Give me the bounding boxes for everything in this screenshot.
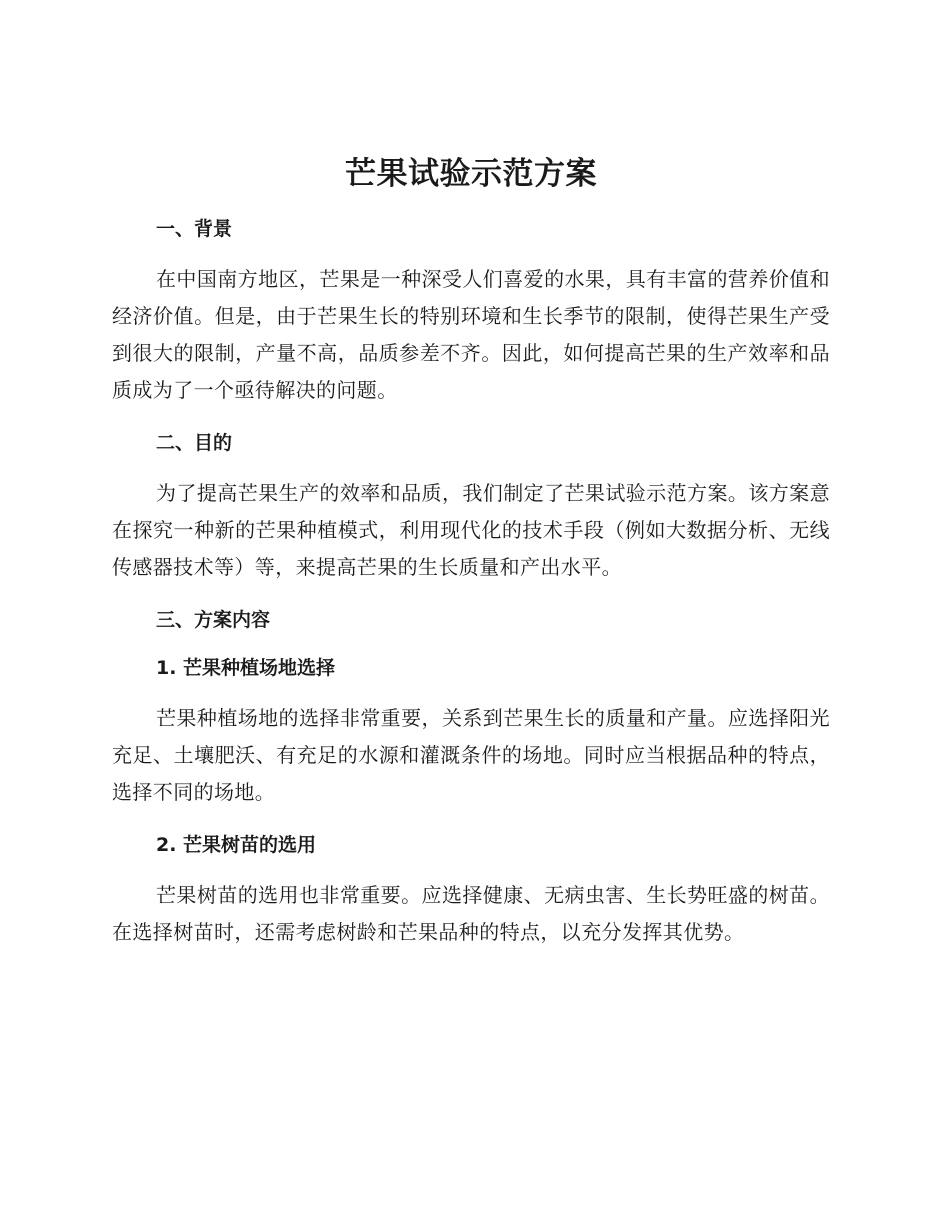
subsection-paragraph-seedling-selection: 芒果树苗的选用也非常重要。应选择健康、无病虫害、生长势旺盛的树苗。在选择树苗时，还需考虑树龄和芒果品种的特点，以充分发挥其优势。 xyxy=(112,883,830,944)
document-page xyxy=(112,148,830,951)
section-heading-purpose: 二、目的 xyxy=(156,432,233,454)
document-title: 芒果试验示范方案 xyxy=(345,156,597,192)
section-paragraph-background: 在中国南方地区，芒果是一种深受人们喜爱的水果，具有丰富的营养价值和经济价值。但是，由于芒果生长的特别环境和生长季节的限制，使得芒果生产受到很大的限制，产量不高，品质参差不齐。因此，如何提高芒果的生产效率和品质成为了一个亟待解决的问题。 xyxy=(112,267,830,402)
subsection-heading-site-selection: 1. 芒果种植场地选择 xyxy=(156,657,336,679)
section-heading-background: 一、背景 xyxy=(156,218,233,240)
section-paragraph-purpose: 为了提高芒果生产的效率和品质，我们制定了芒果试验示范方案。该方案意在探究一种新的芒果种植模式，利用现代化的技术手段（例如大数据分析、无线传感器技术等）等，来提高芒果的生长质量和产出水平。 xyxy=(112,481,830,579)
subsection-heading-seedling-selection: 2. 芒果树苗的选用 xyxy=(156,834,317,856)
section-heading-plan-content: 三、方案内容 xyxy=(156,609,271,631)
subsection-paragraph-site-selection: 芒果种植场地的选择非常重要，关系到芒果生长的质量和产量。应选择阳光充足、土壤肥沃、有充足的水源和灌溉条件的场地。同时应当根据品种的特点，选择不同的场地。 xyxy=(112,706,830,804)
